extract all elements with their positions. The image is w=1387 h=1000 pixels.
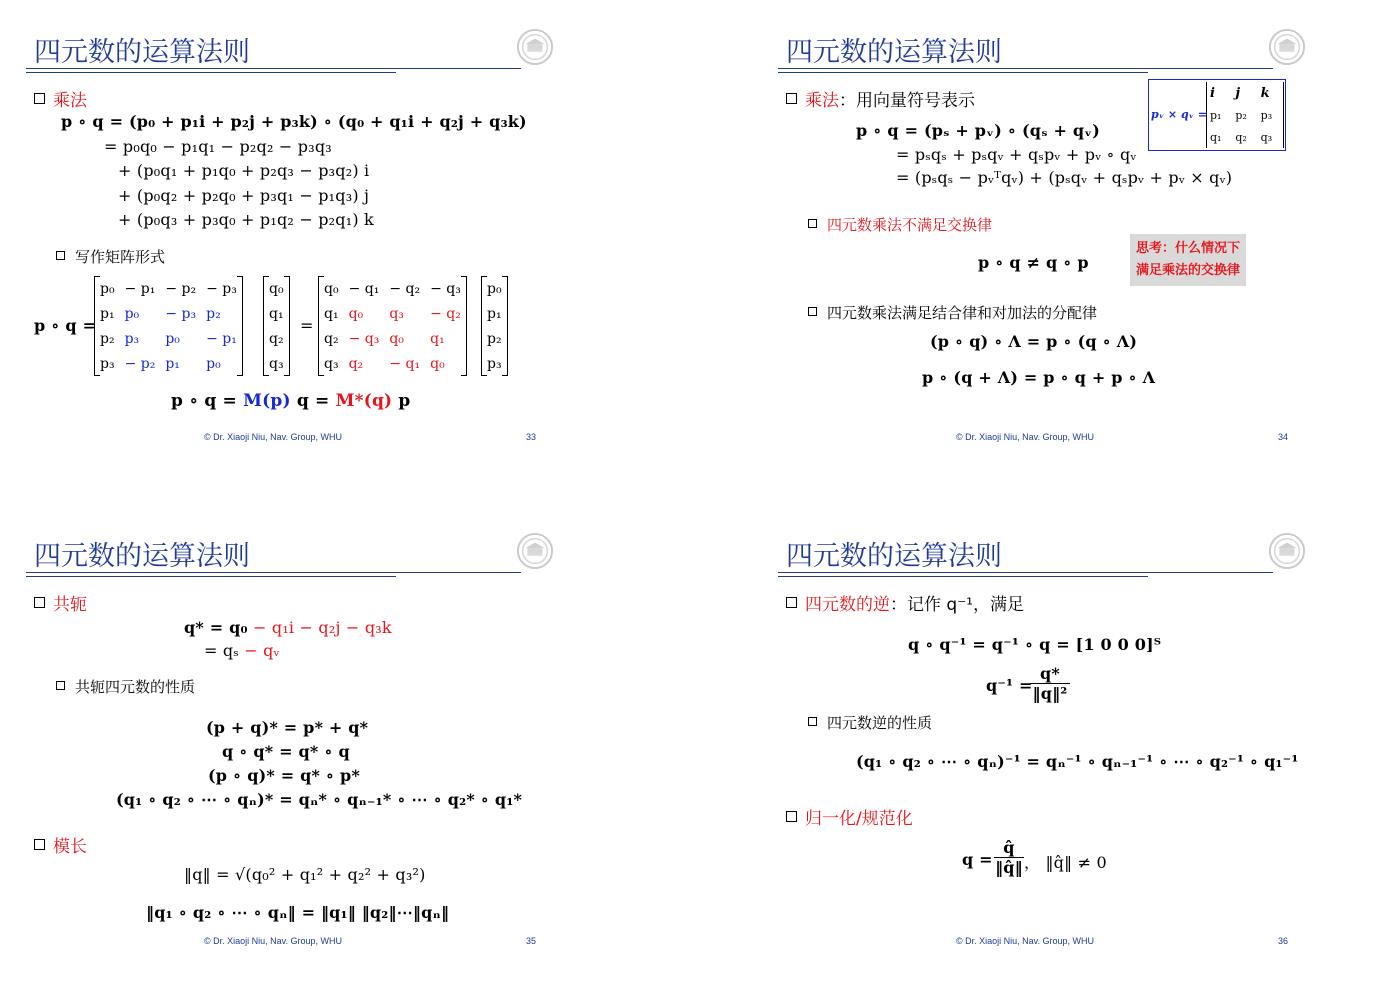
- matrix-Mstar-cell: q₀: [348, 305, 364, 322]
- matrix-M-cell: p₃: [124, 330, 140, 347]
- slide-title: 四元数的运算法则: [34, 37, 250, 68]
- checkbox-bullet-icon: [808, 307, 817, 316]
- equals-sign: =: [300, 316, 314, 335]
- distributive-eq: p ∘ (q + Λ) = p ∘ q + p ∘ Λ: [922, 368, 1156, 387]
- matrix-M-row: [95, 301, 243, 326]
- title-rule: [26, 572, 521, 573]
- matrix-M-row: [95, 326, 243, 351]
- matrix-M-cell: p₃: [100, 355, 115, 372]
- page-number: 34: [1278, 432, 1289, 442]
- mult-line-2: = p₀q₀ − p₁q₁ − p₂q₂ − p₃q₃: [104, 137, 332, 156]
- mult-line-3: + (p₀q₁ + p₁q₀ + p₂q₃ − p₃q₂) i: [118, 161, 370, 180]
- bullet-label-red: 四元数的逆: [805, 595, 890, 615]
- noncommutative-eq: p ∘ q ≠ q ∘ p: [978, 253, 1089, 272]
- bullet-label-rest: ：记作 q⁻¹，满足: [890, 595, 1024, 615]
- matrix-Mstar-cell: q₃: [389, 305, 404, 322]
- mult-line-1: p ∘ q = (p₀ + p₁i + p₂j + p₃k) ∘ (q₀ + q₁i + q₂j + q₃k): [61, 112, 527, 131]
- checkbox-bullet-icon: [786, 811, 797, 822]
- summary-part: p ∘ q =: [171, 391, 244, 411]
- cross-matrix-cell: p₁: [1210, 108, 1222, 122]
- vector-q-cell: q₃: [269, 355, 284, 372]
- vector-q-cell: q₁: [269, 305, 284, 322]
- matrix-Mstar-cell: q₀: [389, 330, 404, 347]
- slide-34: [778, 26, 1338, 456]
- bullet-norm: [34, 832, 87, 857]
- conj-part-red: − q₁i − q₂j − q₃k: [247, 618, 392, 637]
- university-logo-icon: [516, 28, 554, 66]
- sub-conjugate-properties: [56, 676, 195, 697]
- title-rule: [778, 572, 1273, 573]
- vector-q-row: [264, 326, 290, 351]
- cross-determinant: [1206, 82, 1284, 148]
- checkbox-bullet-icon: [34, 597, 45, 608]
- conjugate-line-2: [204, 641, 280, 660]
- vec-line-3: = (pₛqₛ − pᵥᵀqᵥ) + (pₛqᵥ + qₛpᵥ + pᵥ × qᵥ): [896, 168, 1233, 187]
- matrix-M-cell: − p₁: [124, 280, 156, 297]
- page-number: 36: [1278, 936, 1289, 946]
- matrix-Mstar-cell: q₃: [324, 355, 339, 372]
- norm-formula: ‖q‖ = √(q₀² + q₁² + q₂² + q₃²): [184, 865, 426, 884]
- conj-prop-4: (q₁ ∘ q₂ ∘ ⋯ ∘ qₙ)* = qₙ* ∘ qₙ₋₁* ∘ ⋯ ∘ q₂* ∘ q₁*: [116, 790, 523, 809]
- bullet-multiplication: [34, 86, 87, 111]
- matrix-M-cell: p₀: [124, 305, 140, 322]
- matrix-M-cell: − p₂: [124, 355, 156, 372]
- sub-label: 共轭四元数的性质: [75, 678, 196, 696]
- cross-matrix-cell: q₁: [1210, 130, 1222, 144]
- conj-part: = qₛ: [204, 641, 239, 660]
- conj-prop-2: q ∘ q* = q* ∘ q: [222, 742, 350, 761]
- fraction-numerator: q̂: [994, 838, 1024, 858]
- conj-prop-1: (p + q)* = p* + q*: [206, 718, 369, 737]
- vector-p-row: [482, 301, 508, 326]
- fraction-denominator: ‖q‖²: [1032, 684, 1068, 703]
- matrix-Mstar-cell: − q₁: [389, 355, 421, 372]
- checkbox-bullet-icon: [808, 717, 817, 726]
- vec-line-1: p ∘ q = (pₛ + pᵥ) ∘ (qₛ + qᵥ): [856, 121, 1101, 140]
- inverse-lhs: q⁻¹ =: [986, 676, 1033, 695]
- matrix-Mstar-row: [319, 326, 467, 351]
- cross-matrix-row: [1207, 104, 1283, 126]
- title-rule-short: [26, 72, 396, 73]
- cross-matrix-cell: p₃: [1260, 108, 1273, 122]
- matrix-M-row: [95, 276, 243, 301]
- conj-part: q* = q₀: [184, 618, 248, 637]
- conjugate-line-1: [184, 618, 392, 637]
- vector-q-row: [264, 276, 290, 301]
- matrix-M-cell: − p₃: [165, 305, 197, 322]
- sub-noncommutative: [808, 214, 992, 235]
- matrix-Mstar-cell: q₀: [324, 280, 339, 297]
- checkbox-bullet-icon: [34, 839, 45, 850]
- matrix-Mstar-row: [319, 276, 467, 301]
- bullet-label: 乘法: [53, 91, 87, 111]
- normalize-fraction: [994, 838, 1024, 877]
- vector-q: [263, 276, 290, 376]
- checkbox-bullet-icon: [56, 251, 65, 260]
- slide-35: [26, 530, 586, 960]
- matrix-Mstar-cell: − q₂: [430, 305, 461, 322]
- checkbox-bullet-icon: [786, 597, 797, 608]
- normalize-lhs: q =: [962, 850, 993, 869]
- matrix-M-cell: p₀: [165, 330, 180, 347]
- vector-p-cell: p₀: [487, 280, 502, 297]
- mult-line-5: + (p₀q₃ + p₃q₀ + p₁q₂ − p₂q₁) k: [118, 210, 374, 229]
- think-note: [1130, 234, 1246, 286]
- cross-matrix-row: [1207, 126, 1283, 148]
- title-rule-short: [778, 72, 1148, 73]
- university-logo-icon: [1268, 28, 1306, 66]
- title-rule-short: [26, 576, 396, 577]
- vector-p-cell: p₂: [487, 330, 502, 347]
- conj-prop-3: (p ∘ q)* = q* ∘ p*: [208, 766, 361, 785]
- summary-part: p: [392, 391, 411, 411]
- matrix-M-cell: p₂: [206, 305, 221, 322]
- sub-associative: [808, 302, 1097, 323]
- vector-p-row: [482, 351, 508, 376]
- matrix-Mstar-cell: q₂: [348, 355, 364, 372]
- cross-label: pᵥ × qᵥ =: [1151, 108, 1208, 121]
- summary-Mstar: M*(q): [335, 391, 393, 411]
- think-line-1: 思考：什么情况下: [1136, 241, 1241, 256]
- fraction-denominator: ‖q̂‖: [995, 858, 1023, 877]
- vector-p-cell: p₃: [487, 355, 502, 372]
- matrix-Mstar-row: [319, 301, 467, 326]
- sub-label: 四元数乘法不满足交换律: [827, 216, 993, 234]
- footer-credit: © Dr. Xiaoji Niu, Nav. Group, WHU: [956, 432, 1094, 442]
- slide-title: 四元数的运算法则: [34, 541, 250, 572]
- matrix-M-cell: p₂: [100, 330, 115, 347]
- fraction-numerator: q*: [1030, 664, 1070, 684]
- matrix-M: [94, 276, 243, 376]
- associative-eq: (p ∘ q) ∘ Λ = p ∘ (q ∘ Λ): [930, 332, 1138, 351]
- checkbox-bullet-icon: [56, 681, 65, 690]
- matrix-M-cell: p₀: [206, 355, 221, 372]
- vector-p-row: [482, 326, 508, 351]
- matrix-lhs: p ∘ q =: [34, 316, 97, 335]
- bullet-inverse: [786, 590, 1024, 615]
- matrix-M-cell: p₁: [100, 305, 115, 322]
- summary-M: M(p): [243, 391, 291, 411]
- cross-matrix-cell: q₃: [1260, 130, 1273, 144]
- title-rule: [778, 68, 1273, 69]
- vec-line-2: = pₛqₛ + pₛqᵥ + qₛpᵥ + pᵥ ∘ qᵥ: [896, 145, 1137, 164]
- page-number: 33: [526, 432, 537, 442]
- bullet-normalization: [786, 804, 913, 829]
- bullet-label: 共轭: [53, 595, 87, 615]
- university-logo-icon: [1268, 532, 1306, 570]
- vector-p-row: [482, 276, 508, 301]
- bullet-label: 归一化/规范化: [805, 809, 913, 829]
- sub-label: 写作矩阵形式: [75, 248, 166, 266]
- cross-matrix-cell: k: [1260, 85, 1270, 101]
- sub-label: 四元数逆的性质: [827, 714, 933, 732]
- matrix-Mstar-cell: − q₂: [389, 280, 421, 297]
- matrix-M-cell: − p₃: [206, 280, 237, 297]
- footer-credit: © Dr. Xiaoji Niu, Nav. Group, WHU: [204, 432, 342, 442]
- cross-matrix-cell: p₂: [1235, 108, 1247, 122]
- bullet-conjugate: [34, 590, 87, 615]
- matrix-Mstar-cell: − q₃: [430, 280, 461, 297]
- conj-part-red: − qᵥ: [238, 641, 280, 660]
- matrix-Mstar-row: [319, 351, 467, 376]
- slide-36: [778, 530, 1338, 960]
- matrix-M-row: [95, 351, 243, 376]
- summary-part: q =: [290, 391, 336, 411]
- mult-line-4: + (p₀q₂ + p₂q₀ + p₃q₁ − p₁q₃) j: [118, 186, 370, 205]
- vector-p-cell: p₁: [487, 305, 502, 322]
- matrix-M-cell: p₁: [165, 355, 180, 372]
- slide-title: 四元数的运算法则: [786, 541, 1002, 572]
- title-rule: [26, 68, 521, 69]
- title-rule-short: [778, 576, 1148, 577]
- inverse-product: (q₁ ∘ q₂ ∘ ⋯ ∘ qₙ)⁻¹ = qₙ⁻¹ ∘ qₙ₋₁⁻¹ ∘ ⋯ ∘ q₂⁻¹ ∘ q₁⁻¹: [856, 752, 1299, 771]
- matrix-summary: [171, 391, 411, 411]
- checkbox-bullet-icon: [786, 93, 797, 104]
- sub-inverse-properties: [808, 712, 932, 733]
- cross-matrix-cell: q₂: [1235, 130, 1247, 144]
- norm-product: ‖q₁ ∘ q₂ ∘ ⋯ ∘ qₙ‖ = ‖q₁‖ ‖q₂‖⋯‖qₙ‖: [146, 903, 450, 922]
- vector-q-row: [264, 351, 290, 376]
- university-logo-icon: [516, 532, 554, 570]
- matrix-Mstar: [318, 276, 467, 376]
- cross-matrix-cell: j: [1235, 85, 1241, 101]
- page-number: 35: [526, 936, 537, 946]
- matrix-Mstar-cell: q₁: [324, 305, 339, 322]
- slide-title: 四元数的运算法则: [786, 37, 1002, 68]
- matrix-M-cell: p₀: [100, 280, 115, 297]
- matrix-Mstar-cell: q₁: [430, 330, 445, 347]
- footer-credit: © Dr. Xiaoji Niu, Nav. Group, WHU: [204, 936, 342, 946]
- matrix-M-cell: − p₂: [165, 280, 197, 297]
- sub-label: 四元数乘法满足结合律和对加法的分配律: [827, 304, 1098, 322]
- think-line-2: 满足乘法的交换律: [1136, 263, 1241, 278]
- checkbox-bullet-icon: [34, 93, 45, 104]
- bullet-label-rest: ：用向量符号表示: [839, 91, 975, 111]
- bullet-label-red: 乘法: [805, 91, 839, 111]
- footer-credit: © Dr. Xiaoji Niu, Nav. Group, WHU: [956, 936, 1094, 946]
- inverse-fraction: [1030, 664, 1070, 703]
- matrix-Mstar-cell: q₂: [324, 330, 339, 347]
- normalize-condition: ， ‖q̂‖ ≠ 0: [1024, 853, 1107, 872]
- inverse-identity: q ∘ q⁻¹ = q⁻¹ ∘ q = [1 0 0 0]ᵀ: [908, 635, 1162, 654]
- matrix-Mstar-cell: − q₃: [348, 330, 380, 347]
- checkbox-bullet-icon: [808, 219, 817, 228]
- slide-33: [26, 26, 586, 456]
- vector-p: [481, 276, 508, 376]
- cross-matrix-row: [1207, 82, 1283, 104]
- matrix-Mstar-cell: − q₁: [348, 280, 380, 297]
- bullet-label: 模长: [53, 837, 87, 857]
- matrix-M-cell: − p₁: [206, 330, 237, 347]
- vector-q-cell: q₂: [269, 330, 284, 347]
- sub-matrix-form: [56, 246, 165, 267]
- vector-q-row: [264, 301, 290, 326]
- bullet-vector-multiplication: [786, 86, 975, 111]
- cross-product-box: [1148, 79, 1286, 151]
- vector-q-cell: q₀: [269, 280, 284, 297]
- cross-matrix-cell: i: [1210, 85, 1215, 101]
- matrix-Mstar-cell: q₀: [430, 355, 445, 372]
